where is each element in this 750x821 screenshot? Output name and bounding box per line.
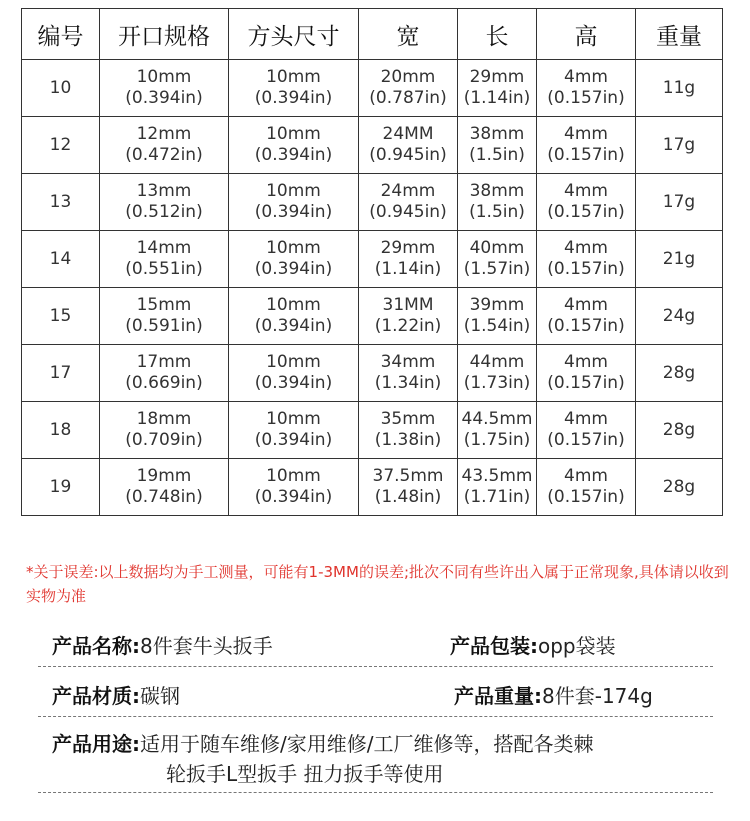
- cell-value: 14mm: [136, 238, 192, 258]
- header-length: 长: [458, 9, 537, 60]
- product-material: [52, 680, 180, 709]
- table-row: [22, 345, 723, 402]
- cell-value: 4mm: [564, 409, 608, 429]
- cell-number: [22, 288, 100, 345]
- cell-opening-size: [100, 345, 229, 402]
- header-square-drive-size: 方头尺寸: [229, 9, 359, 60]
- cell-value: 17g: [662, 191, 696, 212]
- cell-value: 18mm: [136, 409, 192, 429]
- cell-value: 44mm: [469, 352, 525, 372]
- cell-length: [458, 60, 537, 117]
- cell-weight: [636, 231, 723, 288]
- cell-number: [22, 402, 100, 459]
- cell-value-inches: (0.394in): [254, 202, 333, 222]
- cell-value: 39mm: [469, 295, 525, 315]
- cell-height: [537, 345, 636, 402]
- cell-number: [22, 174, 100, 231]
- cell-value: 4mm: [564, 466, 608, 486]
- cell-value-inches: (0.157in): [547, 316, 625, 336]
- cell-value: 14: [49, 248, 72, 269]
- table-row: [22, 402, 723, 459]
- product-packaging-value: opp袋装: [538, 634, 616, 658]
- cell-value: 13mm: [136, 181, 192, 201]
- cell-value-inches: (1.5in): [469, 145, 525, 165]
- cell-value: 15mm: [136, 295, 192, 315]
- product-usage: [52, 729, 594, 786]
- cell-value-inches: (1.54in): [463, 316, 531, 336]
- cell-value: 10mm: [266, 67, 321, 87]
- cell-opening-size: [100, 174, 229, 231]
- cell-value: 4mm: [564, 238, 608, 258]
- cell-value-inches: (0.512in): [125, 202, 203, 222]
- cell-number: [22, 117, 100, 174]
- cell-value-inches: (0.394in): [254, 145, 333, 165]
- cell-opening-size: [100, 402, 229, 459]
- cell-weight: [636, 60, 723, 117]
- cell-value-inches: (0.945in): [369, 145, 447, 165]
- cell-value-inches: (0.157in): [547, 487, 625, 507]
- cell-length: [458, 459, 537, 516]
- table-row: [22, 174, 723, 231]
- product-weight-value: 8件套-174g: [542, 684, 653, 708]
- cell-value-inches: (0.394in): [254, 487, 333, 507]
- cell-width: [359, 402, 458, 459]
- cell-height: [537, 231, 636, 288]
- table-row: [22, 231, 723, 288]
- product-weight: [454, 680, 653, 709]
- cell-length: [458, 402, 537, 459]
- cell-value-inches: (1.75in): [463, 430, 531, 450]
- cell-square-drive-size: [229, 402, 359, 459]
- cell-value: 29mm: [469, 67, 525, 87]
- cell-value-inches: (0.748in): [125, 487, 203, 507]
- cell-value: 21g: [662, 248, 696, 269]
- cell-value: 19mm: [136, 466, 192, 486]
- cell-length: [458, 288, 537, 345]
- product-name: [52, 630, 273, 659]
- cell-value-inches: (0.591in): [125, 316, 203, 336]
- table-row: [22, 288, 723, 345]
- cell-value: 17mm: [136, 352, 192, 372]
- cell-value-inches: (0.157in): [547, 373, 625, 393]
- cell-value: 11g: [662, 77, 696, 98]
- cell-length: [458, 231, 537, 288]
- cell-value: 19: [49, 476, 72, 497]
- header-width: 宽: [359, 9, 458, 60]
- cell-value-inches: (1.38in): [374, 430, 442, 450]
- cell-value: 24MM: [382, 124, 434, 144]
- cell-value: 28g: [662, 476, 696, 497]
- cell-weight: [636, 402, 723, 459]
- product-packaging: [450, 630, 616, 659]
- cell-value-inches: (0.394in): [254, 259, 333, 279]
- cell-value: 12: [49, 134, 72, 155]
- cell-value: 43.5mm: [461, 466, 533, 486]
- cell-opening-size: [100, 60, 229, 117]
- cell-width: [359, 288, 458, 345]
- cell-number: [22, 459, 100, 516]
- cell-value-inches: (1.5in): [469, 202, 525, 222]
- cell-value: 17: [49, 362, 72, 383]
- cell-height: [537, 174, 636, 231]
- cell-square-drive-size: [229, 288, 359, 345]
- usage-divider: [38, 760, 713, 793]
- cell-value: 24mm: [380, 181, 436, 201]
- product-weight-label: 产品重量:: [454, 684, 542, 708]
- cell-value: 10mm: [266, 124, 321, 144]
- cell-value-inches: (0.157in): [547, 430, 625, 450]
- cell-value: 12mm: [136, 124, 192, 144]
- cell-length: [458, 174, 537, 231]
- cell-value-inches: (1.48in): [374, 487, 442, 507]
- cell-weight: [636, 345, 723, 402]
- cell-value-inches: (0.472in): [125, 145, 203, 165]
- cell-value-inches: (1.14in): [463, 88, 531, 108]
- cell-value-inches: (0.945in): [369, 202, 447, 222]
- cell-value-inches: (1.71in): [463, 487, 531, 507]
- cell-value: 40mm: [469, 238, 525, 258]
- cell-value-inches: (1.73in): [463, 373, 531, 393]
- table-row: [22, 60, 723, 117]
- cell-width: [359, 174, 458, 231]
- cell-value: 38mm: [469, 181, 525, 201]
- cell-square-drive-size: [229, 117, 359, 174]
- cell-value: 10mm: [266, 466, 321, 486]
- cell-value: 10mm: [266, 352, 321, 372]
- product-name-value: 8件套牛头扳手: [140, 634, 273, 658]
- cell-height: [537, 117, 636, 174]
- cell-width: [359, 117, 458, 174]
- cell-value: 10mm: [266, 181, 321, 201]
- cell-width: [359, 459, 458, 516]
- cell-value: 35mm: [380, 409, 436, 429]
- cell-value: 10mm: [266, 409, 321, 429]
- cell-weight: [636, 459, 723, 516]
- cell-square-drive-size: [229, 459, 359, 516]
- product-material-label: 产品材质:: [52, 684, 140, 708]
- cell-value: 4mm: [564, 295, 608, 315]
- cell-value: 15: [49, 305, 72, 326]
- cell-value-inches: (0.394in): [254, 430, 333, 450]
- cell-square-drive-size: [229, 345, 359, 402]
- info-row-name-pack: [38, 630, 713, 667]
- cell-value: 20mm: [380, 67, 436, 87]
- cell-height: [537, 288, 636, 345]
- spec-table: [21, 8, 723, 516]
- header-opening-size: 开口规格: [100, 9, 229, 60]
- cell-value: 4mm: [564, 67, 608, 87]
- cell-value: 31MM: [382, 295, 434, 315]
- cell-value: 4mm: [564, 352, 608, 372]
- cell-number: [22, 231, 100, 288]
- cell-height: [537, 60, 636, 117]
- cell-value-inches: (0.394in): [125, 88, 203, 108]
- cell-opening-size: [100, 231, 229, 288]
- product-usage-line-2: 轮扳手L型扳手 扭力扳手等使用: [166, 762, 444, 786]
- cell-value: 13: [49, 191, 72, 212]
- cell-value: 10: [49, 77, 72, 98]
- cell-opening-size: [100, 459, 229, 516]
- cell-width: [359, 231, 458, 288]
- cell-width: [359, 345, 458, 402]
- cell-value: 28g: [662, 362, 696, 383]
- product-material-value: 碳钢: [140, 684, 180, 708]
- table-row: [22, 117, 723, 174]
- cell-value-inches: (0.551in): [125, 259, 203, 279]
- product-packaging-label: 产品包装:: [450, 634, 538, 658]
- cell-value-inches: (1.57in): [463, 259, 531, 279]
- cell-value-inches: (0.394in): [254, 316, 333, 336]
- cell-value-inches: (1.34in): [374, 373, 442, 393]
- cell-weight: [636, 288, 723, 345]
- cell-number: [22, 60, 100, 117]
- cell-value-inches: (0.394in): [254, 373, 333, 393]
- cell-value: 24g: [662, 305, 696, 326]
- cell-square-drive-size: [229, 231, 359, 288]
- cell-value-inches: (0.157in): [547, 202, 625, 222]
- header-weight: 重量: [636, 9, 723, 60]
- cell-value-inches: (0.394in): [254, 88, 333, 108]
- cell-square-drive-size: [229, 174, 359, 231]
- cell-value-inches: (0.157in): [547, 259, 625, 279]
- cell-value-inches: (0.157in): [547, 145, 625, 165]
- header-number: 编号: [22, 9, 100, 60]
- cell-value: 29mm: [380, 238, 436, 258]
- cell-width: [359, 60, 458, 117]
- cell-value-inches: (1.22in): [374, 316, 442, 336]
- cell-value: 37.5mm: [372, 466, 444, 486]
- cell-weight: [636, 117, 723, 174]
- cell-value: 10mm: [266, 295, 321, 315]
- product-usage-line-1: 适用于随车维修/家用维修/工厂维修等，搭配各类棘: [140, 732, 594, 756]
- product-usage-label: 产品用途:: [52, 732, 140, 756]
- table-row: [22, 459, 723, 516]
- cell-weight: [636, 174, 723, 231]
- cell-value-inches: (0.709in): [125, 430, 203, 450]
- cell-value-inches: (1.14in): [374, 259, 442, 279]
- cell-value: 4mm: [564, 181, 608, 201]
- table-header-row: [22, 9, 723, 60]
- cell-length: [458, 117, 537, 174]
- cell-value: 38mm: [469, 124, 525, 144]
- cell-square-drive-size: [229, 60, 359, 117]
- cell-value-inches: (0.157in): [547, 88, 625, 108]
- cell-length: [458, 345, 537, 402]
- cell-value: 44.5mm: [461, 409, 533, 429]
- cell-value: 17g: [662, 134, 696, 155]
- cell-value: 4mm: [564, 124, 608, 144]
- cell-value: 28g: [662, 419, 696, 440]
- cell-value: 10mm: [136, 67, 192, 87]
- cell-opening-size: [100, 288, 229, 345]
- cell-value: 18: [49, 419, 72, 440]
- cell-height: [537, 402, 636, 459]
- cell-opening-size: [100, 117, 229, 174]
- product-name-label: 产品名称:: [52, 634, 140, 658]
- header-height: 高: [537, 9, 636, 60]
- cell-value-inches: (0.669in): [125, 373, 203, 393]
- cell-value: 10mm: [266, 238, 321, 258]
- cell-height: [537, 459, 636, 516]
- cell-value-inches: (0.787in): [369, 88, 447, 108]
- cell-value: 34mm: [380, 352, 436, 372]
- error-note: *关于误差:以上数据均为手工测量，可能有1-3MM的误差;批次不同有些许出入属于正常现象,具体请以收到实物为准: [26, 563, 729, 605]
- info-row-material-weight: [38, 680, 713, 717]
- cell-number: [22, 345, 100, 402]
